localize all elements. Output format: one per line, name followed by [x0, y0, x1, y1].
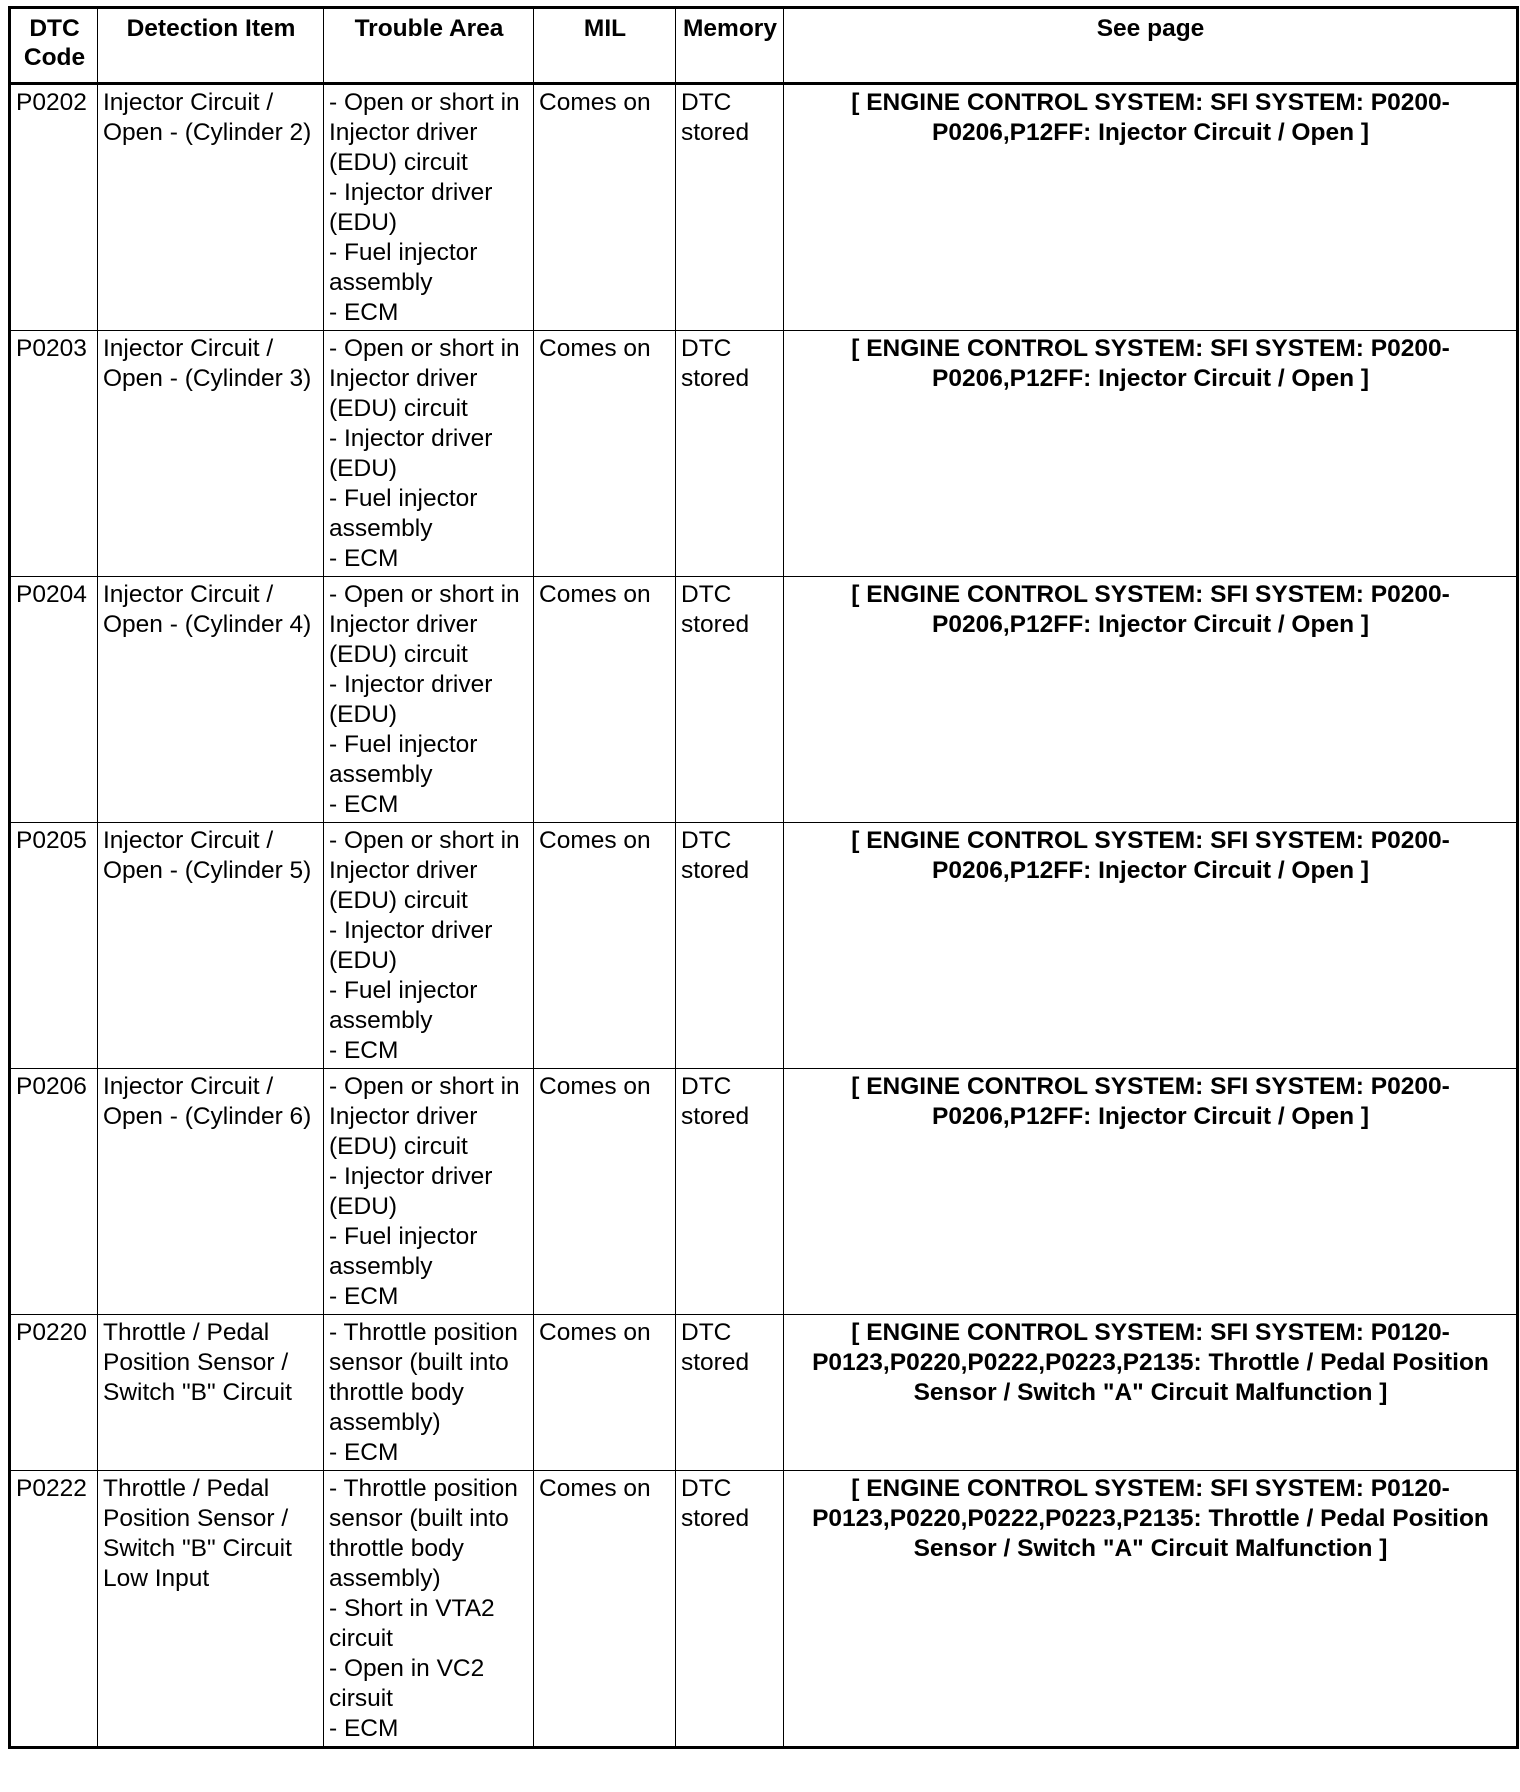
trouble-area-line: - Open in VC2 cirsuit: [329, 1655, 485, 1712]
table-row: [10, 84, 1518, 331]
see-page-cell: [ ENGINE CONTROL SYSTEM: SFI SYSTEM: P0120-P0123,P0220,P0222,P0223,P2135: Throttle / Pedal Position Sensor / Switch "A" Circuit Malfunction ]: [784, 1471, 1518, 1748]
trouble-area-line: - Injector driver (EDU): [329, 425, 493, 482]
table-body: [10, 84, 1518, 1748]
table-row: [10, 1315, 1518, 1471]
trouble-area-line: - Injector driver (EDU): [329, 179, 493, 236]
trouble-area-line: - ECM: [329, 545, 399, 572]
trouble-area-line: - Throttle position sensor (built into throttle body assembly): [329, 1475, 518, 1592]
table-row: [10, 331, 1518, 577]
trouble-area-line: - ECM: [329, 299, 399, 326]
see-page-cell: [ ENGINE CONTROL SYSTEM: SFI SYSTEM: P0200-P0206,P12FF: Injector Circuit / Open ]: [784, 331, 1518, 577]
table-row: [10, 1069, 1518, 1315]
trouble-area-line: - Open or short in Injector driver (EDU) circuit: [329, 827, 520, 914]
detection-item-cell: Injector Circuit / Open - (Cylinder 5): [98, 823, 324, 1069]
dtc-code-cell: P0205: [10, 823, 98, 1069]
memory-cell: DTC stored: [676, 1315, 784, 1471]
see-page-cell: [ ENGINE CONTROL SYSTEM: SFI SYSTEM: P0200-P0206,P12FF: Injector Circuit / Open ]: [784, 577, 1518, 823]
trouble-area-line: - Fuel injector assembly: [329, 485, 478, 542]
dtc-code-cell: P0222: [10, 1471, 98, 1748]
table-header: [10, 8, 1518, 84]
header-mil: MIL: [534, 8, 676, 84]
detection-item-cell: Injector Circuit / Open - (Cylinder 6): [98, 1069, 324, 1315]
mil-cell: Comes on: [534, 331, 676, 577]
mil-cell: Comes on: [534, 1315, 676, 1471]
see-page-cell: [ ENGINE CONTROL SYSTEM: SFI SYSTEM: P0200-P0206,P12FF: Injector Circuit / Open ]: [784, 823, 1518, 1069]
detection-item-cell: Injector Circuit / Open - (Cylinder 3): [98, 331, 324, 577]
trouble-area-line: - Open or short in Injector driver (EDU) circuit: [329, 581, 520, 668]
memory-cell: DTC stored: [676, 331, 784, 577]
memory-cell: DTC stored: [676, 577, 784, 823]
trouble-area-line: - Open or short in Injector driver (EDU) circuit: [329, 1073, 520, 1160]
trouble-area-line: - Short in VTA2 circuit: [329, 1595, 495, 1652]
memory-cell: DTC stored: [676, 1069, 784, 1315]
trouble-area-line: - Open or short in Injector driver (EDU) circuit: [329, 335, 520, 422]
trouble-area-line: - ECM: [329, 1283, 399, 1310]
dtc-code-cell: P0202: [10, 84, 98, 331]
table-row: [10, 577, 1518, 823]
mil-cell: Comes on: [534, 577, 676, 823]
trouble-area-line: - Fuel injector assembly: [329, 239, 478, 296]
trouble-area-line: - ECM: [329, 1439, 399, 1466]
see-page-cell: [ ENGINE CONTROL SYSTEM: SFI SYSTEM: P0200-P0206,P12FF: Injector Circuit / Open ]: [784, 84, 1518, 331]
trouble-area-cell: [324, 1315, 534, 1471]
memory-cell: DTC stored: [676, 823, 784, 1069]
detection-item-cell: Throttle / Pedal Position Sensor / Switch "B" Circuit Low Input: [98, 1471, 324, 1748]
header-dtc-code: DTC Code: [10, 8, 98, 84]
trouble-area-line: - Fuel injector assembly: [329, 1223, 478, 1280]
trouble-area-cell: [324, 577, 534, 823]
memory-cell: DTC stored: [676, 1471, 784, 1748]
dtc-code-cell: P0203: [10, 331, 98, 577]
see-page-cell: [ ENGINE CONTROL SYSTEM: SFI SYSTEM: P0200-P0206,P12FF: Injector Circuit / Open ]: [784, 1069, 1518, 1315]
trouble-area-line: - ECM: [329, 1037, 399, 1064]
memory-cell: DTC stored: [676, 84, 784, 331]
trouble-area-line: - Fuel injector assembly: [329, 977, 478, 1034]
trouble-area-line: - ECM: [329, 791, 399, 818]
table-row: [10, 1471, 1518, 1748]
trouble-area-cell: [324, 331, 534, 577]
trouble-area-line: - Fuel injector assembly: [329, 731, 478, 788]
detection-item-cell: Throttle / Pedal Position Sensor / Switch "B" Circuit: [98, 1315, 324, 1471]
trouble-area-line: - Throttle position sensor (built into throttle body assembly): [329, 1319, 518, 1436]
mil-cell: Comes on: [534, 1069, 676, 1315]
header-memory: Memory: [676, 8, 784, 84]
trouble-area-line: - Injector driver (EDU): [329, 1163, 493, 1220]
dtc-code-cell: P0206: [10, 1069, 98, 1315]
trouble-area-line: - Open or short in Injector driver (EDU) circuit: [329, 89, 520, 176]
table-row: [10, 823, 1518, 1069]
header-trouble-area: Trouble Area: [324, 8, 534, 84]
trouble-area-line: - Injector driver (EDU): [329, 671, 493, 728]
header-detection-item: Detection Item: [98, 8, 324, 84]
detection-item-cell: Injector Circuit / Open - (Cylinder 4): [98, 577, 324, 823]
trouble-area-cell: [324, 823, 534, 1069]
header-row: [10, 8, 1518, 84]
mil-cell: Comes on: [534, 823, 676, 1069]
mil-cell: Comes on: [534, 84, 676, 331]
trouble-area-cell: [324, 1471, 534, 1748]
detection-item-cell: Injector Circuit / Open - (Cylinder 2): [98, 84, 324, 331]
trouble-area-line: - ECM: [329, 1715, 399, 1742]
mil-cell: Comes on: [534, 1471, 676, 1748]
trouble-area-cell: [324, 1069, 534, 1315]
dtc-table: [8, 6, 1519, 1749]
trouble-area-line: - Injector driver (EDU): [329, 917, 493, 974]
dtc-code-cell: P0204: [10, 577, 98, 823]
dtc-code-cell: P0220: [10, 1315, 98, 1471]
trouble-area-cell: [324, 84, 534, 331]
see-page-cell: [ ENGINE CONTROL SYSTEM: SFI SYSTEM: P0120-P0123,P0220,P0222,P0223,P2135: Throttle / Pedal Position Sensor / Switch "A" Circuit Malfunction ]: [784, 1315, 1518, 1471]
header-see-page: See page: [784, 8, 1518, 84]
